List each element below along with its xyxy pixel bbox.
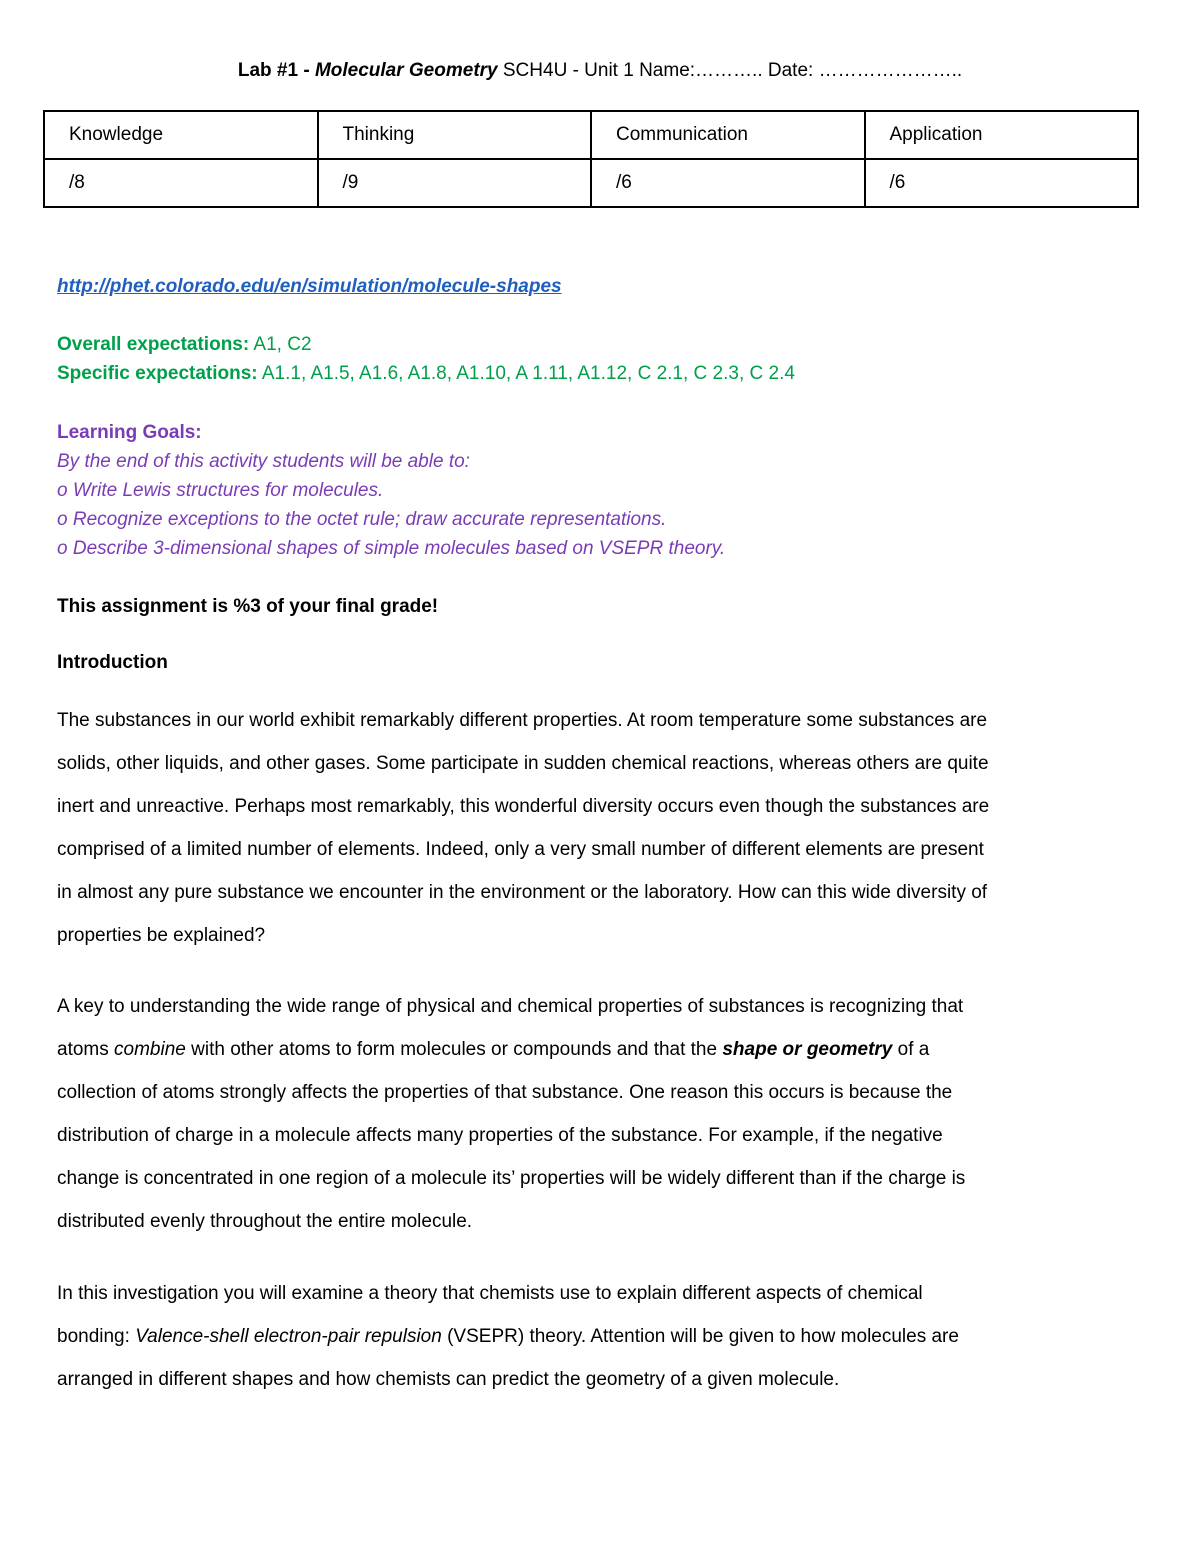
text-run: of a [892,1039,930,1060]
thinking-score: /9 [318,159,592,207]
paragraph-line: distribution of charge in a molecule affects many properties of the substance. For example, if the negative [57,1125,943,1146]
thinking-header: Thinking [318,111,592,159]
emphasis-shape-geometry: shape or geometry [722,1039,893,1060]
communication-header: Communication [591,111,865,159]
paragraph-line: inert and unreactive. Perhaps most remarkably, this wonderful diversity occurs even though the substances are [57,796,990,817]
paragraph-line: change is concentrated in one region of a molecule its’ properties will be widely different than if the charge is [57,1168,966,1189]
specific-expectations [57,359,1147,388]
paragraph-line [57,1315,1147,1358]
overall-expectations-label: Overall expectations: [57,334,250,355]
paragraph-line: collection of atoms strongly affects the properties of that substance. One reason this occurs is because the [57,1082,953,1103]
overall-expectations-value: A1, C2 [249,334,312,355]
paragraph-line: The substances in our world exhibit remarkably different properties. At room temperature some substances are [57,710,988,731]
overall-expectations [57,330,1147,359]
learning-goals-block [57,418,1147,563]
knowledge-score: /8 [44,159,318,207]
simulation-link[interactable]: http://phet.colorado.edu/en/simulation/molecule-shapes [57,276,562,297]
text-run: bonding: [57,1326,136,1347]
learning-goal-item: o Recognize exceptions to the octet rule; draw accurate representations. [57,509,667,530]
learning-goals-intro: By the end of this activity students will be able to: [57,451,470,472]
specific-expectations-label: Specific expectations: [57,363,258,384]
paragraph-line: comprised of a limited number of elements. Indeed, only a very small number of different elements are present [57,839,984,860]
application-score: /6 [865,159,1139,207]
expectations-block [57,330,1147,388]
lab-number: Lab #1 - [237,60,315,81]
course-name-date-line: SCH4U - Unit 1 Name:……….. Date: ………………….. [497,60,963,81]
learning-goals-title: Learning Goals: [57,422,202,443]
introduction-paragraph-2 [57,985,1147,1243]
document-header [0,58,1200,84]
paragraph-line: arranged in different shapes and how chemists can predict the geometry of a given molecule. [57,1369,840,1390]
paragraph-line [57,1028,1147,1071]
marks-table [43,110,1139,208]
text-run: with other atoms to form molecules or compounds and that the [185,1039,723,1060]
knowledge-header: Knowledge [44,111,318,159]
introduction-heading: Introduction [57,652,168,673]
paragraph-line: solids, other liquids, and other gases. Some participate in sudden chemical reactions, whereas others are quite [57,753,989,774]
paragraph-line: In this investigation you will examine a theory that chemists use to explain different aspects of chemical [57,1283,923,1304]
communication-score: /6 [591,159,865,207]
specific-expectations-value: A1.1, A1.5, A1.6, A1.8, A1.10, A 1.11, A1.12, C 2.1, C 2.3, C 2.4 [257,363,795,384]
marks-header-row [44,111,1138,159]
lab-title: Molecular Geometry [314,60,498,81]
text-run: (VSEPR) theory. Attention will be given to how molecules are [441,1326,959,1347]
introduction-paragraph-3 [57,1272,1147,1401]
learning-goal-item: o Write Lewis structures for molecules. [57,480,384,501]
application-header: Application [865,111,1139,159]
introduction-paragraph-1 [57,699,1147,957]
paragraph-line: distributed evenly throughout the entire molecule. [57,1211,473,1232]
emphasis-combine: combine [114,1039,186,1060]
paragraph-line: A key to understanding the wide range of physical and chemical properties of substances is recognizing that [57,996,964,1017]
learning-goal-item: o Describe 3-dimensional shapes of simple molecules based on VSEPR theory. [57,538,726,559]
text-run: atoms [57,1039,115,1060]
emphasis-vsepr-name: Valence-shell electron-pair repulsion [135,1326,442,1347]
assignment-weight-note: This assignment is %3 of your final grade! [57,596,439,617]
marks-score-row [44,159,1138,207]
paragraph-line: properties be explained? [57,925,266,946]
paragraph-line: in almost any pure substance we encounter in the environment or the laboratory. How can this wide diversity of [57,882,988,903]
